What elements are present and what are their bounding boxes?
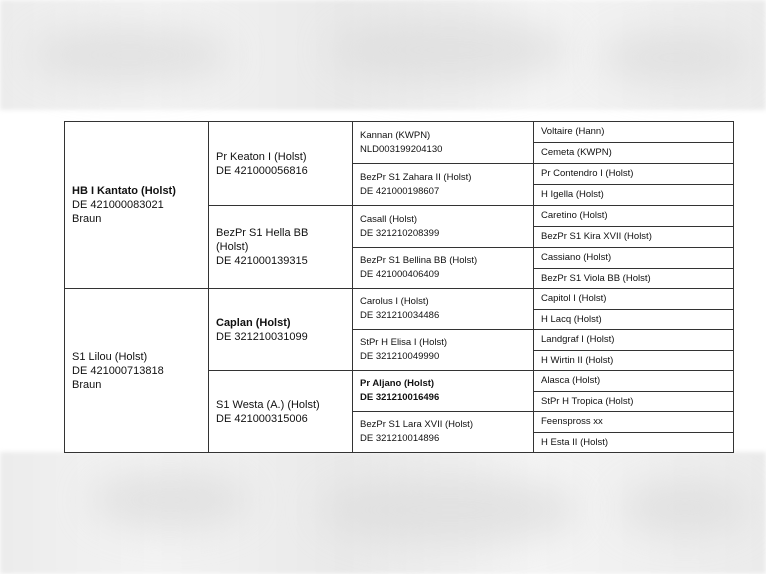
dam-sire-reg: DE 321210031099 <box>216 330 308 343</box>
background-blur-shape <box>320 475 580 545</box>
gen3-reg: DE 321210016496 <box>360 392 440 403</box>
gen4-cell: H Esta II (Holst) <box>534 433 734 453</box>
sire-sire-reg: DE 421000056816 <box>216 164 308 177</box>
gen4-cell: Voltaire (Hann) <box>534 122 734 143</box>
sire-dam-name: BezPr S1 Hella BB (Holst) <box>216 227 309 253</box>
gen3-cell <box>353 122 534 164</box>
gen3-reg: DE 321210208399 <box>360 227 440 239</box>
gen4-cell: Landgraf I (Holst) <box>534 330 734 351</box>
sire-dam-reg: DE 421000139315 <box>216 255 308 267</box>
background-blur-shape <box>30 25 230 85</box>
gen3-cell <box>353 412 534 453</box>
gen3-reg: DE 321210014896 <box>360 433 440 444</box>
gen3-reg: DE 421000198607 <box>360 185 440 197</box>
gen3-name: Kannan (KWPN) <box>360 129 431 141</box>
gen4-cell: Feenspross xx <box>534 412 734 433</box>
gen3-name: Casall (Holst) <box>360 213 418 225</box>
dam-dam-name: S1 Westa (A.) (Holst) <box>216 398 320 411</box>
gen3-cell <box>353 371 534 412</box>
background-blur-shape <box>90 470 250 530</box>
gen4-cell: BezPr S1 Kira XVII (Holst) <box>534 227 734 248</box>
gen3-name: Pr Aljano (Holst) <box>360 378 435 389</box>
gen3-reg: DE 421000406409 <box>360 269 440 280</box>
gen3-name: BezPr S1 Bellina BB (Holst) <box>360 255 478 266</box>
gen3-cell <box>353 289 534 330</box>
gen3-reg: NLD003199204130 <box>360 143 443 155</box>
background-blur-shape <box>600 30 750 85</box>
gen3-cell <box>353 206 534 248</box>
gen3-cell <box>353 330 534 371</box>
sire-dam-cell <box>209 206 353 289</box>
sire-sire-name: Pr Keaton I (Holst) <box>216 150 307 163</box>
sire-sire-cell <box>209 122 353 206</box>
sire-color: Braun <box>72 213 102 225</box>
gen4-cell: H Igella (Holst) <box>534 185 734 206</box>
gen4-cell: Pr Contendro I (Holst) <box>534 164 734 185</box>
gen3-cell <box>353 248 534 289</box>
gen3-reg: DE 321210034486 <box>360 310 440 321</box>
pedigree-table <box>64 121 734 453</box>
gen4-cell: H Wirtin II (Holst) <box>534 351 734 371</box>
gen3-name: StPr H Elisa I (Holst) <box>360 337 448 348</box>
sire-reg: DE 421000083021 <box>72 199 164 211</box>
gen3-name: BezPr S1 Zahara II (Holst) <box>360 171 472 183</box>
gen3-name: BezPr S1 Lara XVII (Holst) <box>360 419 473 430</box>
gen4-cell: Alasca (Holst) <box>534 371 734 392</box>
dam-sire-cell <box>209 289 353 371</box>
dam-dam-cell <box>209 371 353 453</box>
gen4-cell: Caretino (Holst) <box>534 206 734 227</box>
gen4-cell: BezPr S1 Viola BB (Holst) <box>534 269 734 289</box>
sire-name: HB I Kantato (Holst) <box>72 185 176 197</box>
gen4-cell: Cemeta (KWPN) <box>534 143 734 164</box>
dam-reg: DE 421000713818 <box>72 364 164 377</box>
gen4-cell: Capitol I (Holst) <box>534 289 734 310</box>
gen4-cell: H Lacq (Holst) <box>534 310 734 330</box>
gen3-reg: DE 321210049990 <box>360 351 440 362</box>
sire-cell <box>65 122 209 289</box>
dam-sire-name: Caplan (Holst) <box>216 316 291 329</box>
dam-cell <box>65 289 209 453</box>
gen4-cell: Cassiano (Holst) <box>534 248 734 269</box>
background-blur-shape <box>620 480 750 535</box>
dam-dam-reg: DE 421000315006 <box>216 412 308 425</box>
gen4-cell: StPr H Tropica (Holst) <box>534 392 734 412</box>
dam-color: Braun <box>72 378 102 391</box>
background-blur-shape <box>330 15 570 85</box>
gen3-name: Carolus I (Holst) <box>360 296 429 307</box>
gen3-cell <box>353 164 534 206</box>
dam-name: S1 Lilou (Holst) <box>72 350 148 363</box>
